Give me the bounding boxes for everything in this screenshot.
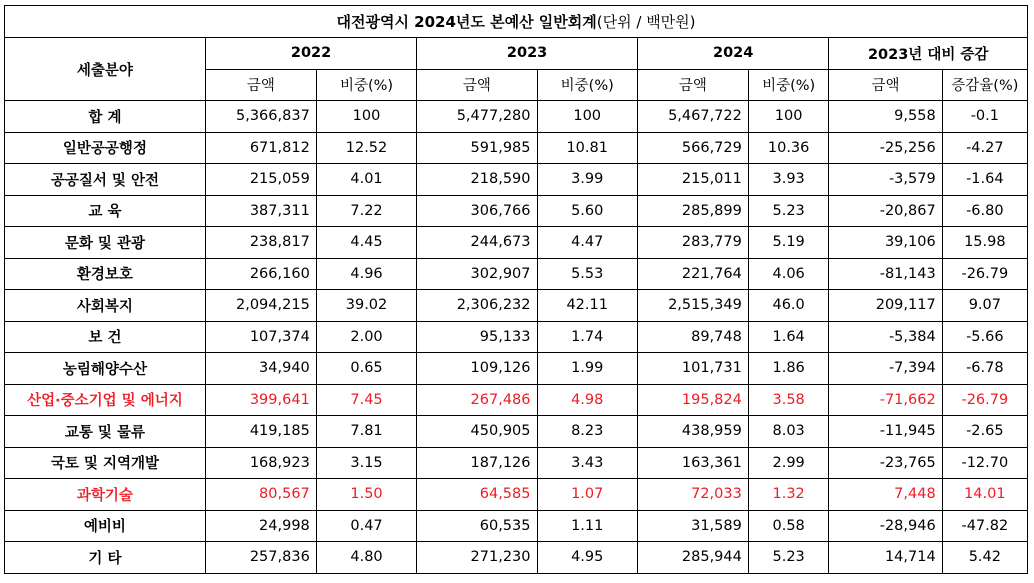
share-2022-cell: 100 [316,101,416,133]
amount-2023-cell: 271,230 [417,542,537,574]
share-2022-cell: 1.50 [316,479,416,511]
amount-2022-cell: 2,094,215 [205,290,316,322]
change-rate-cell: 15.98 [942,227,1027,259]
change-rate-cell: -26.79 [942,384,1027,416]
amount-2023-cell: 267,486 [417,384,537,416]
amount-2024-cell: 5,467,722 [637,101,748,133]
amount-2023-cell: 450,905 [417,416,537,448]
category-cell: 환경보호 [5,258,206,290]
share-2023-cell: 5.53 [537,258,637,290]
amount-2024-cell: 101,731 [637,353,748,385]
table-row [5,258,1028,290]
category-cell: 문화 및 관광 [5,227,206,259]
amount-2024-cell: 566,729 [637,132,748,164]
table-row [5,132,1028,164]
change-amount-cell: -20,867 [829,195,942,227]
change-rate-cell: -47.82 [942,510,1027,542]
share-2023-cell: 5.60 [537,195,637,227]
amount-2024-cell: 221,764 [637,258,748,290]
amount-2024-cell: 163,361 [637,447,748,479]
table-row [5,542,1028,574]
share-2023-cell: 42.11 [537,290,637,322]
amount-2023-cell: 591,985 [417,132,537,164]
change-rate-cell: 14.01 [942,479,1027,511]
header-2022: 2022 [205,38,416,70]
amount-2022-cell: 671,812 [205,132,316,164]
category-cell: 기 타 [5,542,206,574]
amount-2023-cell: 109,126 [417,353,537,385]
amount-2024-cell: 285,899 [637,195,748,227]
change-amount-cell: 7,448 [829,479,942,511]
category-cell: 사회복지 [5,290,206,322]
share-2022-cell: 39.02 [316,290,416,322]
change-amount-cell: -71,662 [829,384,942,416]
amount-2022-cell: 24,998 [205,510,316,542]
amount-2023-cell: 64,585 [417,479,537,511]
category-cell: 예비비 [5,510,206,542]
change-rate-cell: 9.07 [942,290,1027,322]
change-rate-cell: -5.66 [942,321,1027,353]
table-row [5,195,1028,227]
table-row [5,321,1028,353]
table-row [5,447,1028,479]
change-rate-cell: -4.27 [942,132,1027,164]
change-amount-cell: -5,384 [829,321,942,353]
category-cell: 일반공공행정 [5,132,206,164]
share-2022-cell: 7.22 [316,195,416,227]
table-row [5,164,1028,196]
category-cell: 산업·중소기업 및 에너지 [5,384,206,416]
share-2022-cell: 0.65 [316,353,416,385]
header-rate-change: 증감율(%) [942,69,1027,101]
amount-2023-cell: 95,133 [417,321,537,353]
share-2024-cell: 3.93 [748,164,829,196]
change-amount-cell: -28,946 [829,510,942,542]
share-2023-cell: 3.99 [537,164,637,196]
category-cell: 공공질서 및 안전 [5,164,206,196]
table-row [5,384,1028,416]
share-2023-cell: 4.95 [537,542,637,574]
change-amount-cell: 39,106 [829,227,942,259]
change-amount-cell: 209,117 [829,290,942,322]
header-amount-2022: 금액 [205,69,316,101]
share-2023-cell: 4.47 [537,227,637,259]
share-2024-cell: 10.36 [748,132,829,164]
amount-2024-cell: 285,944 [637,542,748,574]
change-rate-cell: -0.1 [942,101,1027,133]
header-2023: 2023 [417,38,638,70]
change-rate-cell: -6.78 [942,353,1027,385]
share-2024-cell: 8.03 [748,416,829,448]
change-amount-cell: -81,143 [829,258,942,290]
amount-2023-cell: 306,766 [417,195,537,227]
category-cell: 과학기술 [5,479,206,511]
amount-2022-cell: 419,185 [205,416,316,448]
share-2024-cell: 3.58 [748,384,829,416]
header-amount-2023: 금액 [417,69,537,101]
share-2024-cell: 4.06 [748,258,829,290]
change-amount-cell: -25,256 [829,132,942,164]
change-rate-cell: -26.79 [942,258,1027,290]
table-body [5,101,1028,574]
header-share-2023: 비중(%) [537,69,637,101]
change-rate-cell: -6.80 [942,195,1027,227]
amount-2024-cell: 72,033 [637,479,748,511]
header-amount-change: 금액 [829,69,942,101]
amount-2024-cell: 215,011 [637,164,748,196]
share-2023-cell: 1.99 [537,353,637,385]
share-2023-cell: 1.11 [537,510,637,542]
amount-2023-cell: 2,306,232 [417,290,537,322]
share-2024-cell: 100 [748,101,829,133]
share-2023-cell: 4.98 [537,384,637,416]
share-2023-cell: 3.43 [537,447,637,479]
amount-2024-cell: 283,779 [637,227,748,259]
share-2023-cell: 10.81 [537,132,637,164]
category-cell: 교통 및 물류 [5,416,206,448]
amount-2023-cell: 187,126 [417,447,537,479]
amount-2024-cell: 2,515,349 [637,290,748,322]
table-row [5,479,1028,511]
category-cell: 국토 및 지역개발 [5,447,206,479]
category-cell: 보 건 [5,321,206,353]
share-2024-cell: 5.23 [748,542,829,574]
share-2023-cell: 100 [537,101,637,133]
header-2024: 2024 [637,38,829,70]
amount-2022-cell: 257,836 [205,542,316,574]
share-2022-cell: 4.96 [316,258,416,290]
change-amount-cell: -11,945 [829,416,942,448]
share-2022-cell: 3.15 [316,447,416,479]
amount-2022-cell: 168,923 [205,447,316,479]
share-2024-cell: 5.23 [748,195,829,227]
header-share-2024: 비중(%) [748,69,829,101]
change-amount-cell: -7,394 [829,353,942,385]
amount-2022-cell: 107,374 [205,321,316,353]
change-amount-cell: 14,714 [829,542,942,574]
change-rate-cell: -12.70 [942,447,1027,479]
share-2024-cell: 0.58 [748,510,829,542]
amount-2024-cell: 195,824 [637,384,748,416]
table-row [5,416,1028,448]
amount-2022-cell: 215,059 [205,164,316,196]
amount-2022-cell: 34,940 [205,353,316,385]
share-2024-cell: 1.32 [748,479,829,511]
share-2022-cell: 4.45 [316,227,416,259]
share-2022-cell: 7.81 [316,416,416,448]
amount-2023-cell: 5,477,280 [417,101,537,133]
category-cell: 합 계 [5,101,206,133]
header-share-2022: 비중(%) [316,69,416,101]
amount-2022-cell: 5,366,837 [205,101,316,133]
category-cell: 농림해양수산 [5,353,206,385]
budget-table [4,5,1028,574]
change-rate-cell: 5.42 [942,542,1027,574]
change-amount-cell: 9,558 [829,101,942,133]
share-2022-cell: 4.01 [316,164,416,196]
share-2024-cell: 2.99 [748,447,829,479]
share-2024-cell: 1.64 [748,321,829,353]
amount-2022-cell: 266,160 [205,258,316,290]
share-2022-cell: 12.52 [316,132,416,164]
share-2023-cell: 8.23 [537,416,637,448]
amount-2022-cell: 80,567 [205,479,316,511]
table-row [5,227,1028,259]
share-2023-cell: 1.07 [537,479,637,511]
table-row [5,101,1028,133]
change-amount-cell: -23,765 [829,447,942,479]
change-amount-cell: -3,579 [829,164,942,196]
table-title [5,6,1028,38]
header-change: 2023년 대비 증감 [829,38,1028,70]
change-rate-cell: -1.64 [942,164,1027,196]
amount-2023-cell: 60,535 [417,510,537,542]
share-2022-cell: 4.80 [316,542,416,574]
amount-2023-cell: 302,907 [417,258,537,290]
share-2023-cell: 1.74 [537,321,637,353]
share-2022-cell: 7.45 [316,384,416,416]
amount-2024-cell: 438,959 [637,416,748,448]
amount-2024-cell: 31,589 [637,510,748,542]
share-2022-cell: 0.47 [316,510,416,542]
table-row [5,353,1028,385]
amount-2023-cell: 218,590 [417,164,537,196]
title-text: 대전광역시 2024년도 본예산 일반회계 [336,13,597,31]
unit-text: (단위 / 백만원) [596,13,696,31]
change-rate-cell: -2.65 [942,416,1027,448]
table-row [5,510,1028,542]
header-category: 세출분야 [5,38,206,101]
table-row [5,290,1028,322]
amount-2022-cell: 399,641 [205,384,316,416]
category-cell: 교 육 [5,195,206,227]
amount-2022-cell: 387,311 [205,195,316,227]
amount-2024-cell: 89,748 [637,321,748,353]
header-amount-2024: 금액 [637,69,748,101]
amount-2023-cell: 244,673 [417,227,537,259]
share-2024-cell: 46.0 [748,290,829,322]
share-2024-cell: 5.19 [748,227,829,259]
share-2024-cell: 1.86 [748,353,829,385]
amount-2022-cell: 238,817 [205,227,316,259]
share-2022-cell: 2.00 [316,321,416,353]
